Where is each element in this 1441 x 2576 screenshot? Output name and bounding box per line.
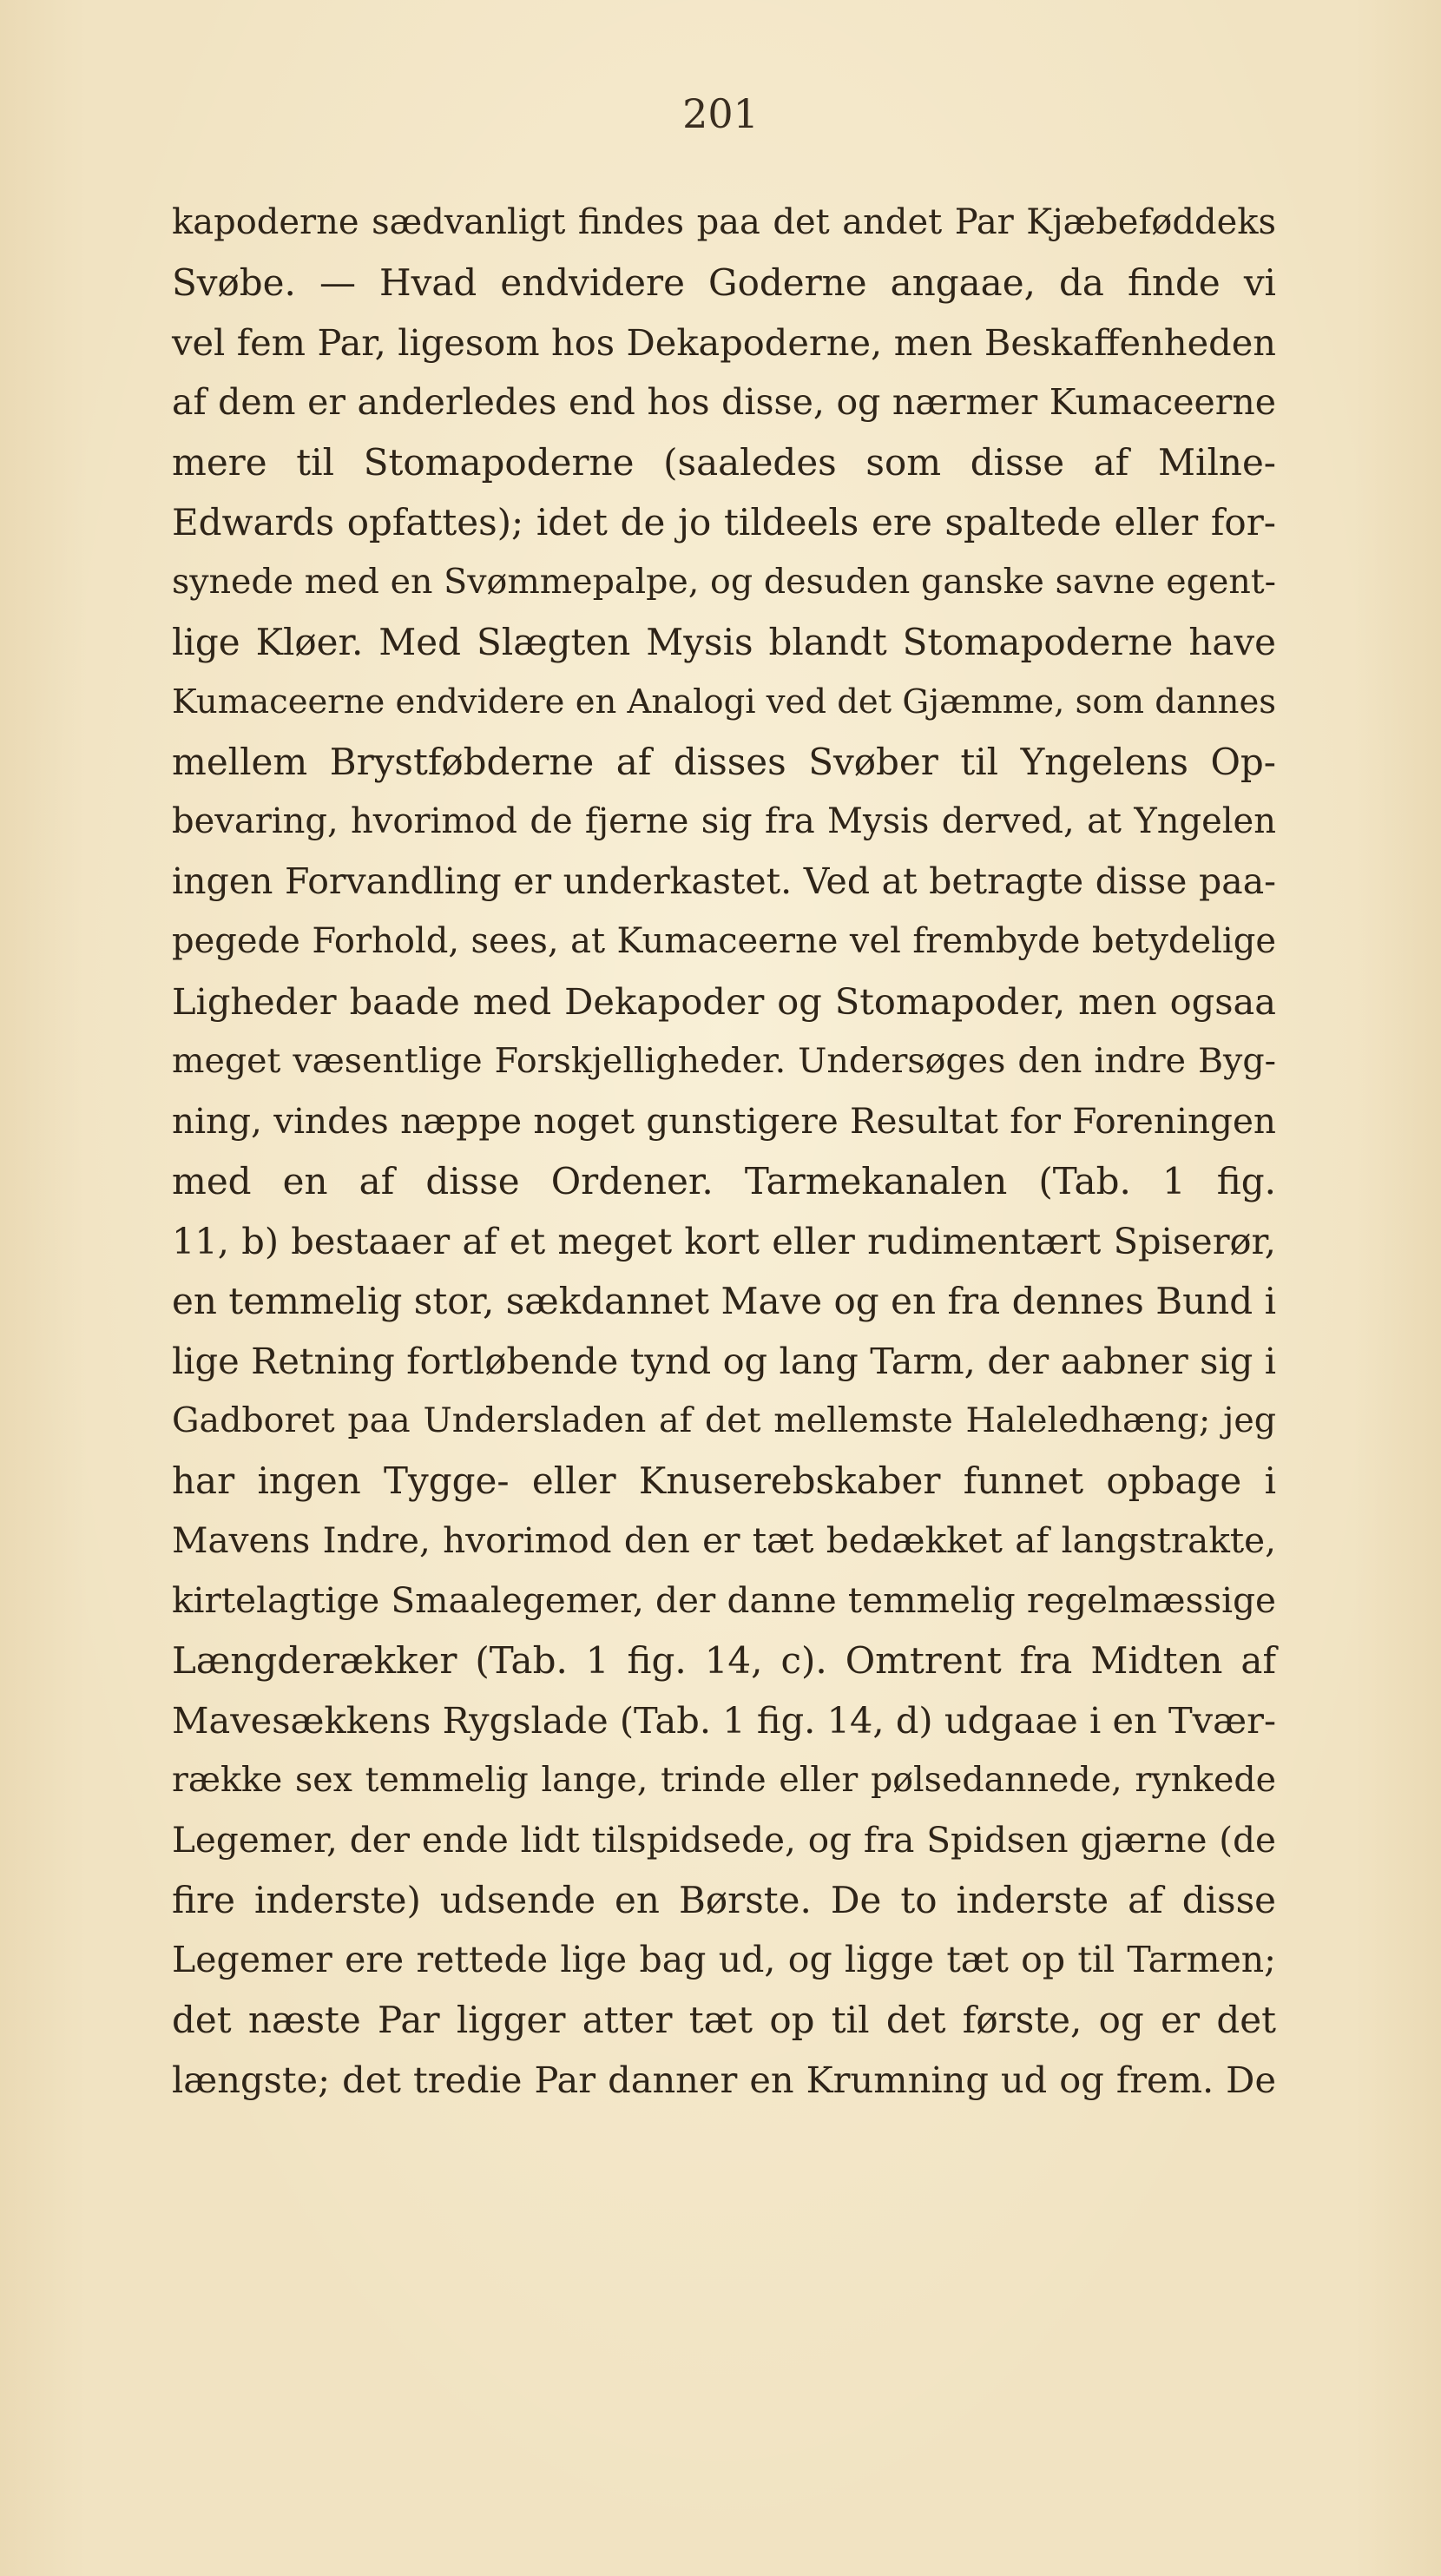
text-line: af dem er anderledes end hos disse, og nærmer Kumaceerne (172, 381, 1276, 423)
text-line: med en af disse Ordener. Tarmekanalen (Tab. 1 fig. (172, 1160, 1276, 1202)
text-line: det næste Par ligger atter tæt op til det første, og er det (172, 1999, 1276, 2041)
page-number: 201 (682, 90, 759, 137)
text-line: meget væsentlige Forskjelligheder. Undersøges den indre Byg- (172, 1041, 1276, 1081)
text-line: lige Retning fortløbende tynd og lang Tarm, der aabner sig i (172, 1340, 1276, 1382)
text-line: en temmelig stor, sækdannet Mave og en fra dennes Bund i (172, 1280, 1276, 1322)
text-line: ning, vindes næppe noget gunstigere Resultat for Foreningen (172, 1100, 1276, 1142)
text-line: Mavesækkens Rygslade (Tab. 1 fig. 14, d) udgaae i en Tvær- (172, 1699, 1276, 1742)
text-line: længste; det tredie Par danner en Krumning ud og frem. De (172, 2059, 1276, 2101)
text-line: Kumaceerne endvidere en Analogi ved det Gjæmme, som dannes (172, 682, 1276, 721)
text-line: fire inderste) udsende en Børste. De to inderste af disse (172, 1879, 1276, 1921)
text-line: Længderækker (Tab. 1 fig. 14, c). Omtrent fra Midten af (172, 1639, 1276, 1682)
text-line: mellem Brystføbderne af disses Svøber til Yngelens Op- (172, 741, 1276, 783)
text-line: Edwards opfattes); idet de jo tildeels ere spaltede eller for- (172, 501, 1276, 544)
text-line: har ingen Tygge- eller Knuserebskaber funnet opbage i (172, 1459, 1276, 1502)
text-line: række sex temmelig lange, trinde eller pølsedannede, rynkede (172, 1760, 1276, 1800)
text-line: synede med en Svømmepalpe, og desuden ganske savne egent- (172, 562, 1276, 602)
text-line: pegede Forhold, sees, at Kumaceerne vel frembyde betydelige (172, 921, 1276, 961)
text-line: Mavens Indre, hvorimod den er tæt bedækket af langstrakte, (172, 1519, 1276, 1561)
text-line: Ligheder baade med Dekapoder og Stomapoder, men ogsaa (172, 980, 1276, 1023)
text-line: Gadboret paa Undersladen af det mellemste Haleledhæng; jeg (172, 1400, 1276, 1440)
body-text (172, 193, 1276, 2110)
text-line: bevaring, hvorimod de fjerne sig fra Mysis derved, at Yngelen (172, 801, 1276, 841)
text-line: kirtelagtige Smaalegemer, der danne temmelig regelmæssige (172, 1579, 1276, 1621)
text-line: Svøbe. — Hvad endvidere Goderne angaae, da finde vi (172, 261, 1276, 304)
text-line: 11, b) bestaaer af et meget kort eller rudimentært Spiserør, (172, 1220, 1276, 1262)
text-line: lige Kløer. Med Slægten Mysis blandt Stomapoderne have (172, 621, 1276, 663)
text-line: vel fem Par, ligesom hos Dekapoderne, men Beskaffenheden (172, 321, 1276, 364)
text-line: mere til Stomapoderne (saaledes som disse af Milne- (172, 441, 1276, 484)
text-line: Legemer ere rettede lige bag ud, og ligge tæt op til Tarmen; (172, 1939, 1276, 1980)
text-line: ingen Forvandling er underkastet. Ved at betragte disse paa- (172, 860, 1276, 902)
text-line: kapoderne sædvanligt findes paa det andet Par Kjæbeføddeks (172, 202, 1276, 242)
text-line: Legemer, der ende lidt tilspidsede, og fra Spidsen gjærne (de (172, 1819, 1276, 1861)
